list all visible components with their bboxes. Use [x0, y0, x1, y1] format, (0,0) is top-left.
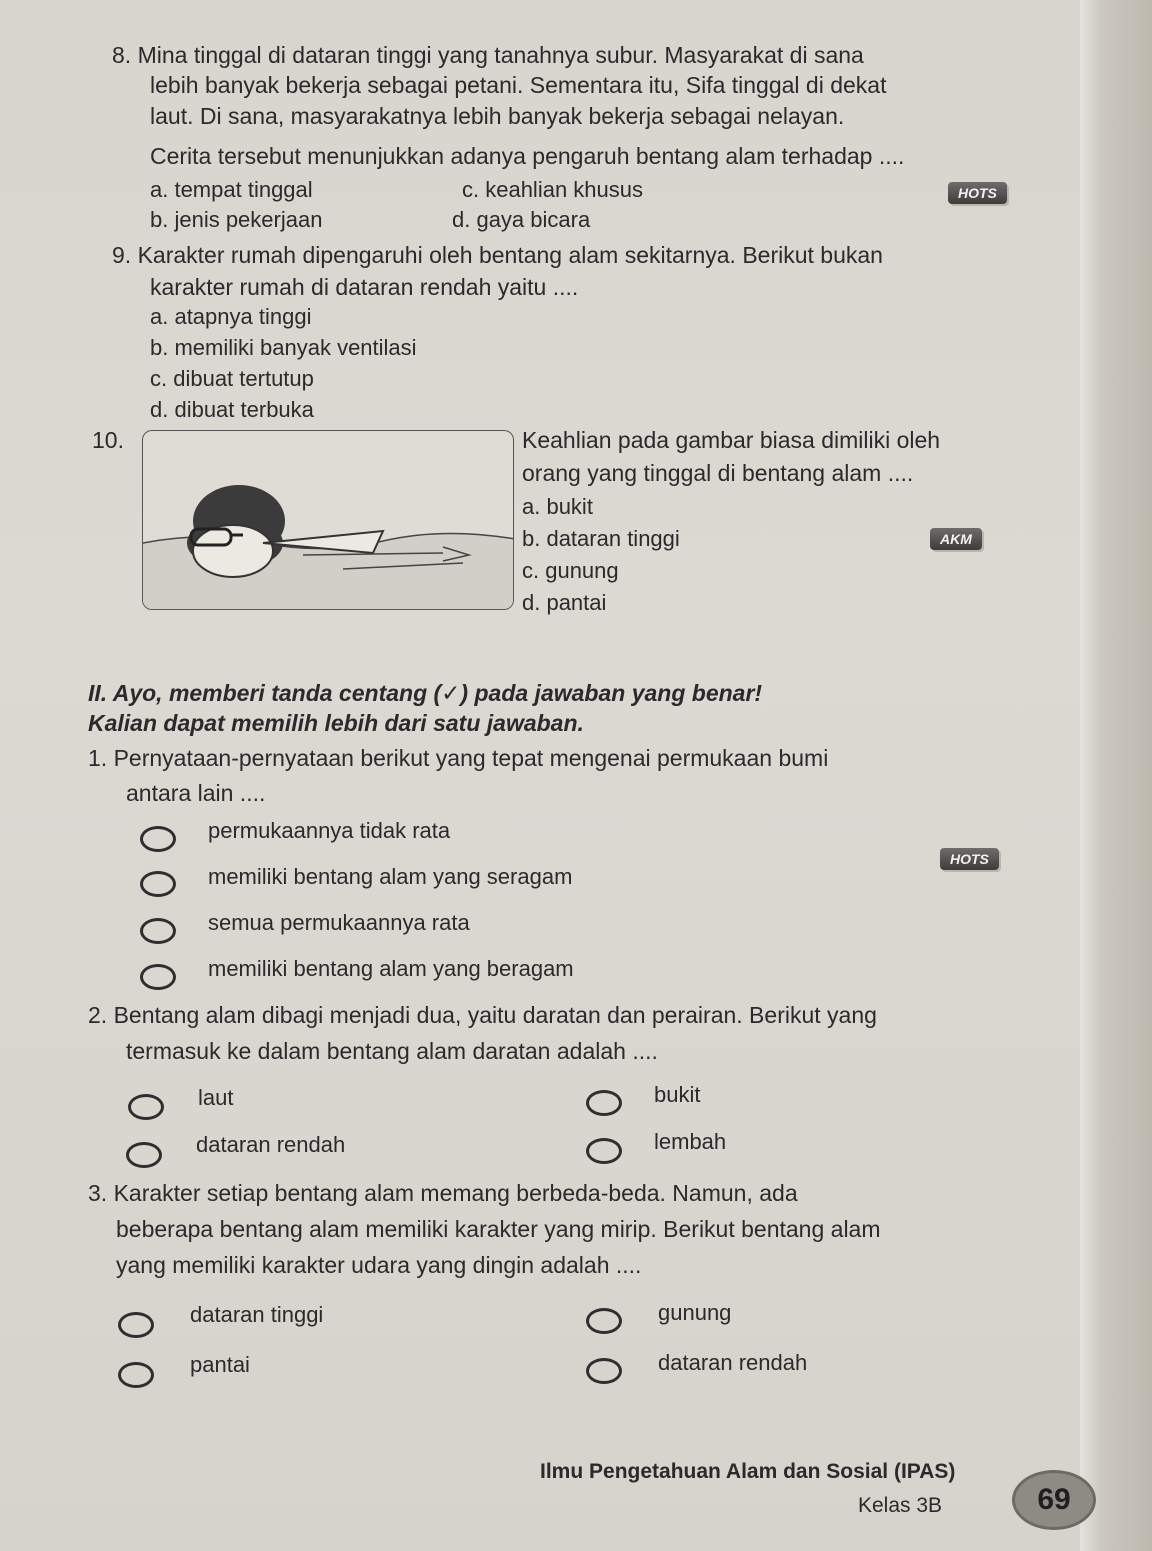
s3-option-1: dataran tinggi	[190, 1302, 324, 1327]
q8-option-d: d. gaya bicara	[452, 207, 591, 232]
s3-option-3: pantai	[190, 1352, 250, 1377]
section-title: II. Ayo, memberi tanda centang (✓) pada jawaban yang benar!	[88, 680, 763, 706]
s1-option-3: semua permukaannya rata	[208, 910, 470, 935]
s1-option-2: memiliki bentang alam yang seragam	[208, 864, 573, 889]
page-number: 69	[1037, 1483, 1071, 1516]
s2-line1: 2. Bentang alam dibagi menjadi dua, yaitu daratan dan perairan. Berikut yang	[88, 1002, 877, 1028]
checkbox-circle[interactable]	[118, 1362, 154, 1388]
s1-option-4: memiliki bentang alam yang beragam	[208, 956, 574, 981]
q9-option-d: d. dibuat terbuka	[150, 397, 314, 422]
q8-line3: laut. Di sana, masyarakatnya lebih banyak bekerja sebagai nelayan.	[150, 103, 845, 129]
q8-line2: lebih banyak bekerja sebagai petani. Sementara itu, Sifa tinggal di dekat	[150, 72, 887, 98]
book-title: Ilmu Pengetahuan Alam dan Sosial (IPAS)	[540, 1460, 956, 1483]
hots-badge: HOTS	[940, 848, 999, 870]
q10-number: 10.	[92, 427, 124, 453]
q10-line2: orang yang tinggal di bentang alam ....	[522, 460, 914, 486]
book-subtitle: Kelas 3B	[858, 1494, 943, 1517]
s1-option-1: permukaannya tidak rata	[208, 818, 451, 843]
q8-line4: Cerita tersebut menunjukkan adanya pengaruh bentang alam terhadap ....	[150, 143, 905, 169]
q9-option-a: a. atapnya tinggi	[150, 304, 312, 329]
q8-option-b: b. jenis pekerjaan	[150, 207, 323, 232]
q8-option-a: a. tempat tinggal	[150, 177, 313, 202]
hots-badge: HOTS	[948, 182, 1007, 204]
q10-option-a: a. bukit	[522, 494, 593, 519]
checkbox-circle[interactable]	[140, 826, 176, 852]
q10-option-d: d. pantai	[522, 590, 607, 615]
checkbox-circle[interactable]	[118, 1312, 154, 1338]
section-subtitle: Kalian dapat memilih lebih dari satu jawaban.	[88, 710, 584, 736]
checkbox-circle[interactable]	[586, 1090, 622, 1116]
q9-option-b: b. memiliki banyak ventilasi	[150, 335, 417, 360]
q9-option-c: c. dibuat tertutup	[150, 366, 314, 391]
q8-option-c: c. keahlian khusus	[462, 177, 643, 202]
page-edge	[1080, 0, 1152, 1551]
checkbox-circle[interactable]	[586, 1308, 622, 1334]
checkbox-circle[interactable]	[126, 1142, 162, 1168]
s3-line1: 3. Karakter setiap bentang alam memang berbeda-beda. Namun, ada	[88, 1180, 798, 1206]
q10-option-b: b. dataran tinggi	[522, 526, 680, 551]
s3-option-4: dataran rendah	[658, 1350, 808, 1375]
akm-badge: AKM	[930, 528, 982, 550]
s2-option-3: dataran rendah	[196, 1132, 346, 1157]
checkbox-circle[interactable]	[128, 1094, 164, 1120]
checkbox-circle[interactable]	[140, 918, 176, 944]
checkbox-circle[interactable]	[586, 1138, 622, 1164]
q10-option-c: c. gunung	[522, 558, 619, 583]
s1-line1: 1. Pernyataan-pernyataan berikut yang tepat mengenai permukaan bumi	[88, 745, 829, 771]
checkbox-circle[interactable]	[140, 964, 176, 990]
q10-line1: Keahlian pada gambar biasa dimiliki oleh	[522, 427, 941, 453]
s2-option-2: bukit	[654, 1082, 701, 1107]
checkbox-circle[interactable]	[586, 1358, 622, 1384]
page-number-badge	[1012, 1470, 1096, 1530]
swimmer-icon	[143, 431, 514, 610]
s2-line2: termasuk ke dalam bentang alam daratan adalah ....	[126, 1038, 658, 1064]
s3-option-2: gunung	[658, 1300, 732, 1325]
q9-line1: 9. Karakter rumah dipengaruhi oleh bentang alam sekitarnya. Berikut bukan	[112, 242, 883, 268]
s1-line2: antara lain ....	[126, 780, 266, 806]
s3-line3: yang memiliki karakter udara yang dingin adalah ....	[116, 1252, 642, 1278]
swimmer-illustration	[142, 430, 514, 610]
s2-option-4: lembah	[654, 1129, 727, 1154]
q9-line2: karakter rumah di dataran rendah yaitu ....	[150, 274, 579, 300]
checkbox-circle[interactable]	[140, 871, 176, 897]
s3-line2: beberapa bentang alam memiliki karakter yang mirip. Berikut bentang alam	[116, 1216, 881, 1242]
q8-line1: 8. Mina tinggal di dataran tinggi yang tanahnya subur. Masyarakat di sana	[112, 42, 864, 68]
s2-option-1: laut	[198, 1085, 234, 1110]
